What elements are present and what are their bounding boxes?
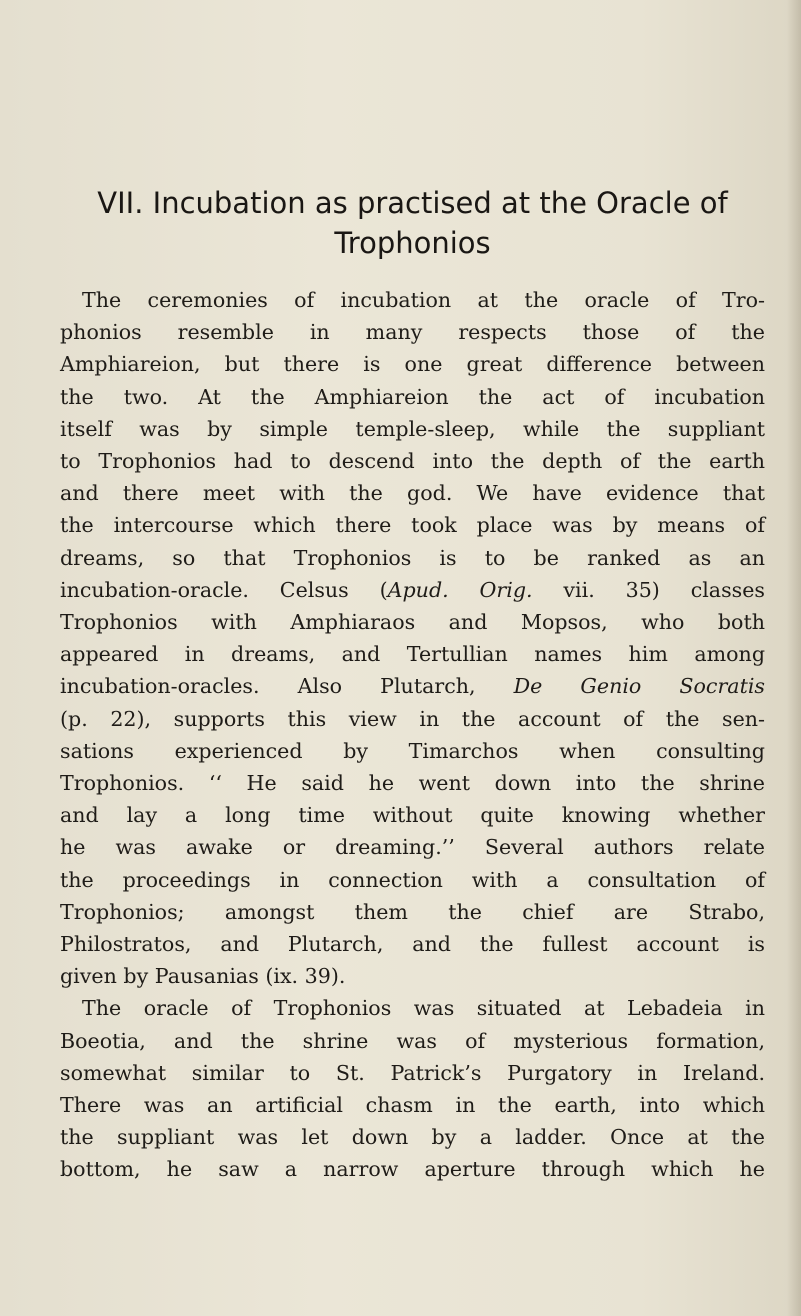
text-line: and lay a long time without quite knowing whether	[60, 803, 765, 828]
text-line: The ceremonies of incubation at the oracle of Tro-	[82, 288, 765, 312]
text-line: to Trophonios had to descend into the depth of the earth	[60, 449, 765, 474]
text-line: itself was by simple temple-sleep, while the suppliant	[60, 416, 765, 441]
text-line: (p. 22), supports this view in the account of the sen-	[60, 706, 765, 731]
text-line: appeared in dreams, and Tertullian names him among	[60, 642, 765, 667]
work-title-italic: De Genio Socratis	[513, 674, 765, 699]
text-line: the suppliant was let down by a ladder. Once at the	[60, 1125, 765, 1150]
text-line: phonios resemble in many respects those of the	[60, 320, 765, 345]
text-run: vii. 35) classes	[532, 577, 765, 602]
text-line: Philostratos, and Plutarch, and the fullest account is	[60, 932, 765, 957]
page-edge-shadow	[787, 0, 801, 1316]
text-line: Trophonios; amongst them the chief are Strabo,	[60, 899, 765, 924]
text-line	[60, 574, 765, 606]
body-text	[60, 284, 765, 1186]
text-line: he was awake or dreaming.’’ Several authors relate	[60, 835, 765, 860]
text-line: The oracle of Trophonios was situated at Lebadeia in	[82, 996, 765, 1021]
text-line: There was an artificial chasm in the earth, into which	[60, 1093, 765, 1118]
text-run: incubation-oracles. Also Plutarch,	[60, 674, 514, 699]
text-line: the proceedings in connection with a consultation of	[60, 867, 765, 892]
text-line: the two. At the Amphiareion the act of incubation	[60, 384, 765, 409]
text-line: the intercourse which there took place was by means of	[60, 513, 765, 538]
text-run: incubation-oracle. Celsus (	[60, 577, 388, 602]
text-line: Boeotia, and the shrine was of mysterious formation,	[60, 1028, 765, 1053]
text-line: Trophonios with Amphiaraos and Mopsos, who both	[60, 610, 765, 635]
text-line: somewhat similar to St. Patrick’s Purgatory in Ireland.	[60, 1060, 765, 1085]
text-line: Trophonios. ‘‘ He said he went down into the shrine	[60, 771, 765, 796]
text-line: given by Pausanias (ix. 39).	[60, 964, 346, 989]
paragraph-1	[60, 284, 765, 992]
text-line	[60, 670, 765, 702]
chapter-title	[60, 183, 765, 263]
text-line: and there meet with the god. We have evidence that	[60, 481, 765, 506]
citation-italic: Apud. Orig.	[387, 577, 533, 602]
paragraph-2	[60, 992, 765, 1185]
text-line: sations experienced by Timarchos when consulting	[60, 738, 765, 763]
text-line: dreams, so that Trophonios is to be ranked as an	[60, 545, 765, 570]
text-line: bottom, he saw a narrow aperture through which he	[60, 1157, 765, 1182]
chapter-title-line-2: Trophonios	[334, 226, 491, 260]
text-line: Amphiareion, but there is one great difference between	[60, 352, 765, 377]
chapter-title-line-1: VII. Incubation as practised at the Oracle of	[97, 186, 728, 220]
